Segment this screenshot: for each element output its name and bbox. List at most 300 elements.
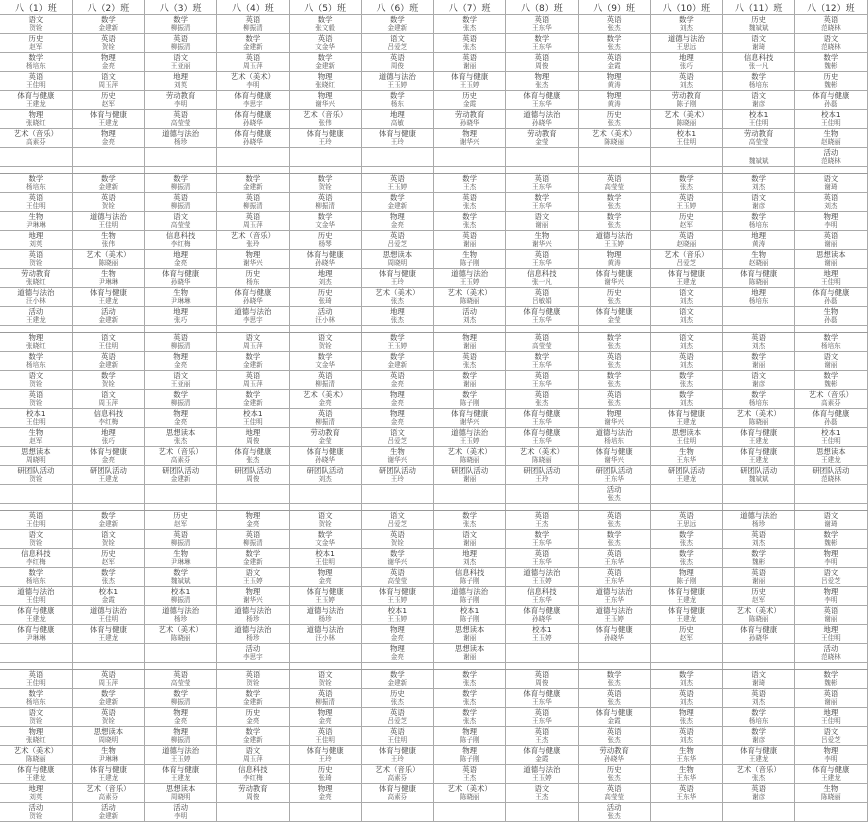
subject-cell: 艺术（美术）: [506, 447, 578, 457]
subject-cell: 语文: [434, 530, 506, 540]
subject-cell: 英语: [217, 371, 289, 381]
subject-cell: 语文: [0, 15, 72, 25]
separator-cell: [434, 326, 506, 333]
teacher-cell: 王东华: [506, 418, 578, 428]
teacher-cell: 金亮: [289, 793, 361, 803]
subject-cell: 语文: [289, 511, 361, 521]
teacher-cell: 王东华: [506, 316, 578, 326]
subject-cell: 数学: [723, 390, 795, 400]
teacher-cell: 刘杰: [723, 183, 795, 193]
subject-cell: [723, 307, 795, 317]
teacher-cell: 王建龙: [72, 297, 144, 307]
subject-cell: 体育与健康: [0, 625, 72, 635]
teacher-cell: 周玉萍: [217, 342, 289, 352]
teacher-cell: 范晓林: [795, 653, 867, 663]
subject-cell: 体育与健康: [361, 784, 433, 794]
teacher-cell: 谢丽: [795, 615, 867, 625]
subject-row: [0, 689, 867, 699]
teacher-cell: 张杰: [723, 774, 795, 784]
subject-row: [0, 746, 867, 756]
teacher-cell: 陈晓丽: [72, 259, 144, 269]
separator-cell: [578, 326, 650, 333]
teacher-cell: 谢华兴: [434, 138, 506, 148]
separator-cell: [72, 663, 144, 670]
subject-cell: 数学: [723, 212, 795, 222]
teacher-cell: 杨琴: [289, 240, 361, 250]
subject-cell: 语文: [145, 371, 217, 381]
teacher-cell: 金亮: [145, 418, 217, 428]
subject-cell: 英语: [361, 708, 433, 718]
subject-cell: 英语: [506, 371, 578, 381]
subject-cell: [0, 644, 72, 654]
subject-cell: [578, 644, 650, 654]
subject-cell: 英语: [289, 193, 361, 203]
teacher-cell: 金亮: [361, 653, 433, 663]
separator-cell: [506, 167, 578, 174]
subject-cell: 生物: [795, 784, 867, 794]
subject-cell: 数学: [650, 670, 722, 680]
teacher-cell: 王东华: [506, 100, 578, 110]
teacher-cell: 孙晓华: [434, 119, 506, 129]
teacher-cell: 王建龙: [723, 437, 795, 447]
subject-cell: 语文: [795, 34, 867, 44]
teacher-cell: 杨培东: [723, 717, 795, 727]
teacher-cell: 谢琦: [723, 679, 795, 689]
teacher-cell: 杨珍: [289, 615, 361, 625]
subject-cell: 英语: [506, 727, 578, 737]
subject-cell: 道德与法治: [217, 625, 289, 635]
subject-row: [0, 606, 867, 616]
subject-cell: 物理: [434, 129, 506, 139]
teacher-cell: 李思宇: [217, 100, 289, 110]
subject-cell: 英语: [506, 333, 578, 343]
teacher-cell: 贺铨: [0, 539, 72, 549]
teacher-cell: 张一凡: [723, 62, 795, 72]
header-row: [0, 0, 867, 15]
teacher-cell: [723, 316, 795, 326]
teacher-cell: 周俊: [217, 793, 289, 803]
teacher-cell: 高莹莹: [145, 119, 217, 129]
subject-cell: 物理: [578, 409, 650, 419]
subject-cell: 道德与法治: [72, 212, 144, 222]
teacher-cell: 王玲: [289, 755, 361, 765]
subject-cell: 体育与健康: [72, 447, 144, 457]
subject-cell: 体育与健康: [650, 409, 722, 419]
teacher-cell: 刘杰: [289, 278, 361, 288]
subject-cell: 研团队活动: [506, 466, 578, 476]
teacher-cell: 谢丽: [795, 698, 867, 708]
teacher-cell: 汪小林: [289, 316, 361, 326]
teacher-cell: 刘杰: [650, 316, 722, 326]
teacher-cell: 柳振清: [217, 539, 289, 549]
subject-cell: 体育与健康: [795, 288, 867, 298]
subject-cell: 英语: [434, 34, 506, 44]
teacher-cell: 杨培东: [0, 361, 72, 371]
subject-row: [0, 765, 867, 775]
subject-cell: 数学: [650, 530, 722, 540]
teacher-cell: 贺铨: [289, 520, 361, 530]
teacher-cell: 杨珍: [723, 520, 795, 530]
teacher-cell: 李明: [795, 221, 867, 231]
teacher-cell: 柳振清: [145, 183, 217, 193]
subject-cell: 英语: [795, 606, 867, 616]
teacher-row: [0, 100, 867, 110]
teacher-cell: 金建新: [72, 698, 144, 708]
subject-cell: 艺术（美术）: [723, 409, 795, 419]
subject-cell: 物理: [72, 129, 144, 139]
teacher-cell: 张杰: [578, 539, 650, 549]
teacher-cell: 刘杰: [289, 475, 361, 485]
teacher-row: [0, 138, 867, 148]
subject-cell: 英语: [650, 784, 722, 794]
teacher-cell: 吕爱芝: [795, 736, 867, 746]
teacher-cell: 谢彦: [723, 736, 795, 746]
subject-cell: 体育与健康: [145, 269, 217, 279]
teacher-cell: [0, 653, 72, 663]
class-header: 八（11）班: [723, 0, 795, 15]
subject-cell: 信息科技: [723, 53, 795, 63]
subject-row: [0, 803, 867, 813]
teacher-cell: 陈晓丽: [434, 456, 506, 466]
teacher-cell: 金建新: [217, 558, 289, 568]
teacher-cell: 尹琳琳: [72, 278, 144, 288]
subject-cell: 物理: [289, 72, 361, 82]
teacher-cell: 周晓明: [361, 259, 433, 269]
subject-cell: [361, 485, 433, 495]
subject-cell: 数学: [217, 174, 289, 184]
teacher-cell: 王亚丽: [145, 62, 217, 72]
subject-cell: 英语: [434, 352, 506, 362]
teacher-row: [0, 342, 867, 352]
class-header: 八（6）班: [361, 0, 433, 15]
teacher-cell: 王思远: [650, 43, 722, 53]
teacher-cell: 张杰: [578, 221, 650, 231]
teacher-cell: 张杰: [145, 437, 217, 447]
teacher-cell: [650, 494, 722, 504]
teacher-cell: 张杰: [578, 736, 650, 746]
teacher-cell: 王玉婷: [289, 596, 361, 606]
subject-cell: 数学: [145, 390, 217, 400]
teacher-cell: 金亮: [217, 717, 289, 727]
subject-cell: 物理: [0, 727, 72, 737]
subject-cell: 思想读本: [145, 428, 217, 438]
teacher-cell: 王杰: [434, 183, 506, 193]
subject-cell: 数学: [289, 352, 361, 362]
subject-cell: 活动: [72, 307, 144, 317]
subject-cell: 英语: [578, 568, 650, 578]
subject-cell: 语文: [72, 530, 144, 540]
teacher-cell: 高素芬: [72, 793, 144, 803]
teacher-cell: 刘杰: [650, 297, 722, 307]
subject-cell: 数学: [506, 352, 578, 362]
teacher-cell: [217, 494, 289, 504]
teacher-cell: 王建龙: [795, 774, 867, 784]
teacher-cell: 金亮: [72, 456, 144, 466]
subject-cell: 语文: [289, 333, 361, 343]
subject-cell: 英语: [217, 53, 289, 63]
teacher-cell: 谢华兴: [578, 278, 650, 288]
subject-cell: 英语: [723, 689, 795, 699]
teacher-cell: 柳振清: [289, 380, 361, 390]
subject-cell: 体育与健康: [289, 447, 361, 457]
subject-cell: 历史: [0, 34, 72, 44]
subject-cell: 数学: [145, 568, 217, 578]
subject-cell: 劳动教育: [217, 784, 289, 794]
teacher-cell: 金霞: [578, 62, 650, 72]
teacher-cell: 张杰: [434, 361, 506, 371]
subject-cell: [72, 148, 144, 158]
teacher-cell: 金莹: [289, 437, 361, 447]
teacher-cell: 杨东: [217, 278, 289, 288]
teacher-cell: 王佳明: [0, 520, 72, 530]
subject-cell: 英语: [578, 727, 650, 737]
teacher-cell: 张伟: [289, 119, 361, 129]
subject-cell: [361, 803, 433, 813]
teacher-cell: 尹琳琳: [145, 297, 217, 307]
subject-cell: 活动: [289, 307, 361, 317]
subject-cell: [145, 148, 217, 158]
teacher-cell: 王玉婷: [506, 634, 578, 644]
teacher-cell: 孙晓华: [506, 119, 578, 129]
subject-cell: 数学: [578, 193, 650, 203]
teacher-cell: 王东华: [506, 539, 578, 549]
subject-cell: 数学: [0, 568, 72, 578]
separator-cell: [650, 504, 722, 511]
subject-cell: 研团队活动: [795, 466, 867, 476]
teacher-cell: 杨培东: [723, 297, 795, 307]
teacher-cell: 金亮: [145, 361, 217, 371]
subject-cell: 数学: [795, 670, 867, 680]
teacher-cell: 王东华: [506, 202, 578, 212]
subject-cell: 研团队活动: [145, 466, 217, 476]
teacher-cell: 吕爱芝: [361, 520, 433, 530]
subject-cell: 道德与法治: [217, 307, 289, 317]
teacher-cell: 尹琳琳: [0, 221, 72, 231]
subject-cell: 校本1: [795, 428, 867, 438]
subject-cell: 英语: [217, 530, 289, 540]
subject-cell: 物理: [578, 91, 650, 101]
subject-cell: 语文: [217, 746, 289, 756]
teacher-cell: 王玉婷: [361, 81, 433, 91]
subject-cell: 数学: [72, 511, 144, 521]
teacher-cell: 王建龙: [72, 475, 144, 485]
subject-cell: 语文: [723, 91, 795, 101]
teacher-cell: 孙晓华: [145, 278, 217, 288]
subject-cell: 地理: [723, 231, 795, 241]
teacher-cell: 谢华兴: [361, 456, 433, 466]
subject-cell: 数学: [72, 568, 144, 578]
teacher-cell: 杨珍: [145, 138, 217, 148]
subject-cell: 英语: [0, 511, 72, 521]
subject-cell: 数学: [578, 670, 650, 680]
subject-cell: 英语: [506, 511, 578, 521]
subject-cell: 活动: [434, 307, 506, 317]
subject-cell: 英语: [795, 193, 867, 203]
subject-cell: 语文: [361, 34, 433, 44]
subject-cell: 语文: [0, 530, 72, 540]
teacher-cell: 王东华: [650, 755, 722, 765]
day-separator: [0, 326, 867, 333]
teacher-cell: 周晓明: [72, 736, 144, 746]
teacher-cell: 王建龙: [723, 755, 795, 765]
subject-cell: 英语: [578, 174, 650, 184]
subject-cell: 体育与健康: [578, 625, 650, 635]
subject-cell: 历史: [650, 212, 722, 222]
teacher-cell: [434, 812, 506, 822]
teacher-cell: 魏彬: [795, 679, 867, 689]
subject-cell: 艺术（音乐）: [72, 784, 144, 794]
subject-cell: 语文: [72, 333, 144, 343]
teacher-cell: 金亮: [361, 634, 433, 644]
subject-cell: 英语: [578, 549, 650, 559]
subject-cell: 物理: [217, 511, 289, 521]
teacher-cell: 黄涛: [578, 81, 650, 91]
subject-cell: 校本1: [217, 409, 289, 419]
subject-cell: 数学: [578, 371, 650, 381]
subject-cell: 英语: [72, 670, 144, 680]
subject-cell: 英语: [217, 212, 289, 222]
subject-cell: 英语: [361, 727, 433, 737]
subject-cell: 物理: [795, 746, 867, 756]
teacher-cell: 王玉婷: [361, 183, 433, 193]
teacher-cell: 杨培东: [723, 399, 795, 409]
teacher-cell: 谢琦: [795, 183, 867, 193]
subject-cell: 艺术（美术）: [289, 390, 361, 400]
subject-cell: 艺术（音乐）: [723, 765, 795, 775]
teacher-cell: 张晓红: [0, 278, 72, 288]
teacher-row: [0, 717, 867, 727]
subject-cell: 数学: [289, 174, 361, 184]
teacher-cell: 金建新: [145, 475, 217, 485]
subject-cell: 数学: [289, 212, 361, 222]
teacher-cell: 谢彦: [723, 380, 795, 390]
subject-cell: 英语: [145, 670, 217, 680]
teacher-cell: 金建新: [72, 24, 144, 34]
subject-cell: 体育与健康: [723, 746, 795, 756]
teacher-cell: 赵晓丽: [650, 240, 722, 250]
teacher-cell: 陈晓丽: [434, 297, 506, 307]
subject-cell: 语文: [289, 670, 361, 680]
separator-cell: [434, 663, 506, 670]
subject-cell: [289, 644, 361, 654]
subject-cell: 体育与健康: [650, 587, 722, 597]
subject-cell: 艺术（美术）: [723, 606, 795, 616]
subject-cell: 数学: [578, 212, 650, 222]
teacher-row: [0, 520, 867, 530]
subject-cell: 艺术（音乐）: [145, 447, 217, 457]
class-header: 八（5）班: [289, 0, 361, 15]
separator-cell: [217, 326, 289, 333]
subject-cell: 数学: [434, 390, 506, 400]
teacher-cell: 高素芬: [361, 774, 433, 784]
teacher-cell: [145, 157, 217, 167]
teacher-cell: 周晓明: [145, 793, 217, 803]
teacher-cell: 魏彬: [795, 62, 867, 72]
subject-cell: 英语: [0, 250, 72, 260]
separator-cell: [289, 504, 361, 511]
teacher-cell: 谢丽: [723, 361, 795, 371]
teacher-cell: 李红梅: [72, 418, 144, 428]
teacher-cell: 张杰: [578, 43, 650, 53]
teacher-cell: 吕爱芝: [361, 240, 433, 250]
subject-cell: 物理: [361, 390, 433, 400]
subject-cell: 艺术（美术）: [650, 110, 722, 120]
teacher-cell: 张杰: [434, 520, 506, 530]
subject-cell: 数学: [434, 371, 506, 381]
subject-cell: 体育与健康: [506, 91, 578, 101]
subject-cell: 体育与健康: [217, 110, 289, 120]
teacher-cell: 王建龙: [650, 615, 722, 625]
subject-cell: 活动: [578, 485, 650, 495]
teacher-cell: 金建新: [217, 361, 289, 371]
teacher-cell: 陈晓丽: [723, 615, 795, 625]
teacher-cell: 金亮: [289, 577, 361, 587]
subject-cell: 物理: [145, 727, 217, 737]
teacher-cell: 王东华: [506, 24, 578, 34]
subject-cell: [506, 485, 578, 495]
subject-cell: 数学: [361, 352, 433, 362]
subject-cell: 英语: [650, 689, 722, 699]
teacher-cell: 金建新: [361, 361, 433, 371]
separator-cell: [0, 326, 72, 333]
subject-cell: 生物: [434, 250, 506, 260]
teacher-cell: 谢丽: [795, 259, 867, 269]
subject-cell: [434, 803, 506, 813]
teacher-cell: 柳振清: [145, 24, 217, 34]
teacher-cell: 金霞: [72, 596, 144, 606]
teacher-cell: 王佳明: [217, 418, 289, 428]
teacher-cell: 张杰: [578, 399, 650, 409]
teacher-cell: 吕爱芝: [650, 259, 722, 269]
subject-cell: 生物: [650, 447, 722, 457]
teacher-cell: 陈子刚: [434, 615, 506, 625]
subject-cell: [506, 148, 578, 158]
teacher-row: [0, 399, 867, 409]
subject-cell: 艺术（美术）: [217, 72, 289, 82]
teacher-cell: 张巧: [145, 316, 217, 326]
subject-cell: 地理: [145, 72, 217, 82]
teacher-cell: 魏斌斌: [723, 157, 795, 167]
teacher-cell: [650, 653, 722, 663]
teacher-cell: 王佳明: [72, 615, 144, 625]
subject-cell: 道德与法治: [289, 625, 361, 635]
subject-cell: 英语: [506, 670, 578, 680]
subject-cell: 艺术（音乐）: [650, 250, 722, 260]
teacher-cell: 张琦: [289, 297, 361, 307]
subject-cell: 历史: [289, 288, 361, 298]
teacher-cell: 吕爱芝: [361, 717, 433, 727]
subject-cell: 数学: [72, 689, 144, 699]
separator-cell: [795, 167, 867, 174]
subject-row: [0, 644, 867, 654]
separator-cell: [506, 504, 578, 511]
subject-cell: 信息科技: [506, 587, 578, 597]
teacher-cell: 王建龙: [0, 615, 72, 625]
subject-cell: 物理: [72, 53, 144, 63]
separator-cell: [0, 504, 72, 511]
teacher-cell: 张杰: [650, 380, 722, 390]
subject-row: [0, 587, 867, 597]
teacher-cell: 吕敏娟: [506, 297, 578, 307]
teacher-cell: 王佳明: [72, 221, 144, 231]
subject-cell: 英语: [723, 333, 795, 343]
subject-cell: 语文: [795, 511, 867, 521]
teacher-cell: 吕爱芝: [361, 43, 433, 53]
subject-cell: 道德与法治: [145, 606, 217, 616]
separator-cell: [361, 326, 433, 333]
subject-cell: 英语: [650, 511, 722, 521]
teacher-cell: 高莹莹: [578, 793, 650, 803]
